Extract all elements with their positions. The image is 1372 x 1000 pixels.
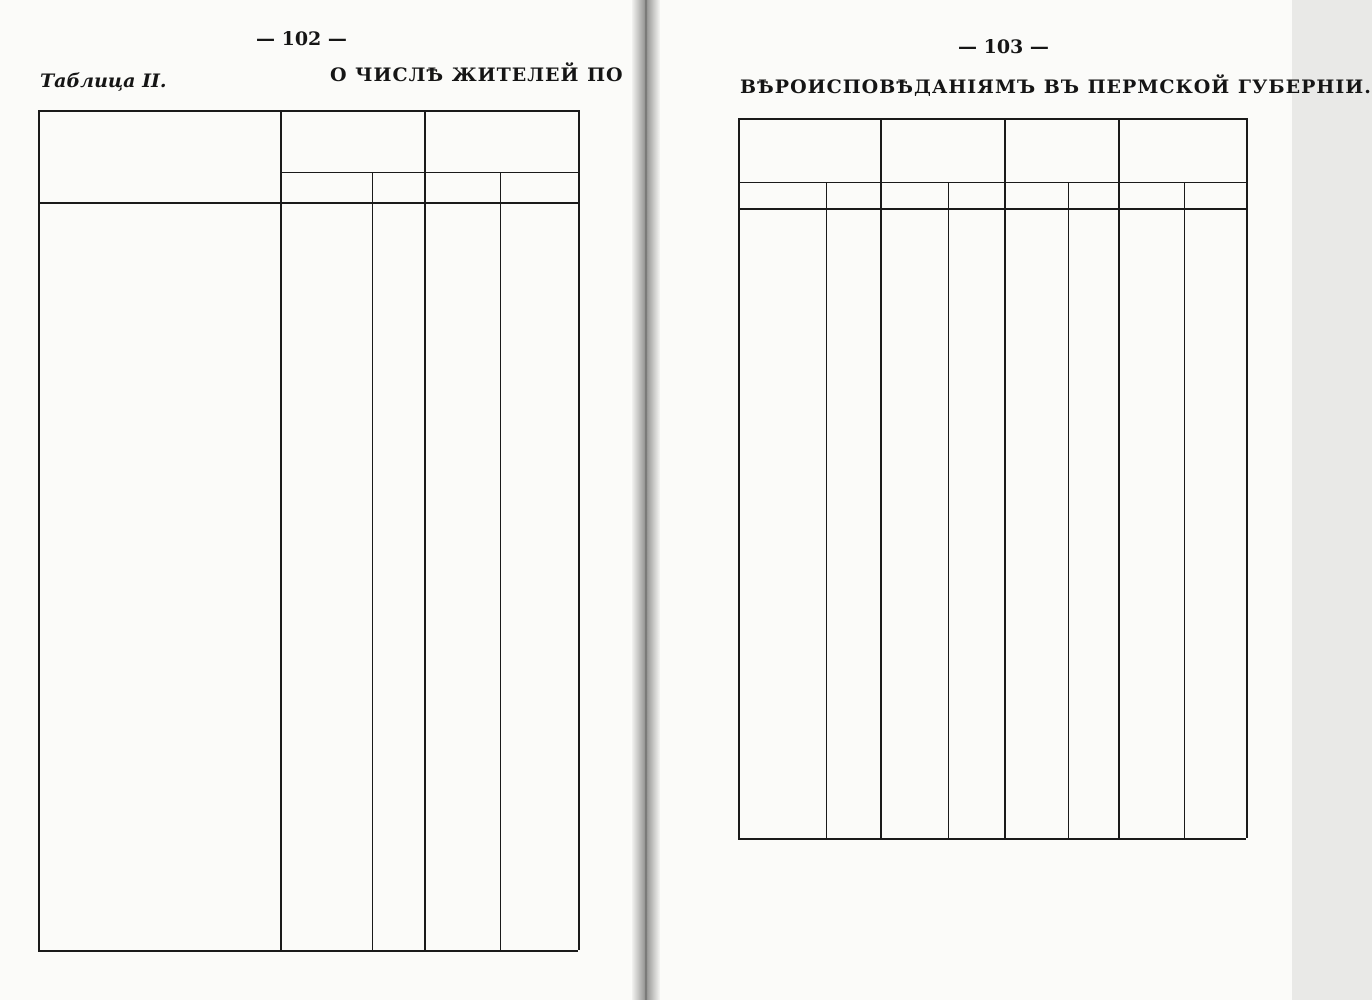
table-top-rule [738,118,1246,120]
subheader-rule [738,182,1246,183]
totals-rule [738,838,1246,840]
group-rule [424,110,426,950]
group-rule [1004,118,1006,838]
column-rule [948,182,949,838]
table-bottom-rule [38,950,578,952]
subheader-rule [280,172,578,173]
table-label: Таблица II. [40,70,167,92]
header-bottom-rule [38,202,578,204]
column-rule [826,182,827,838]
column-rule [372,172,373,950]
left-page-number: — 102 — [256,28,347,50]
right-heading: ВѢРОИСПОВѢДАНІЯМЪ ВЪ ПЕРМСКОЙ ГУБЕРНІИ. [740,76,1372,98]
right-page [652,0,1292,1000]
table-right-rule [578,110,580,950]
right-page-number: — 103 — [958,36,1049,58]
left-page [0,0,640,1000]
column-rule [500,172,501,950]
label-column-rule [280,110,282,950]
group-rule [1118,118,1120,838]
header-bottom-rule [738,208,1246,210]
column-rule [1184,182,1185,838]
left-heading: О ЧИСЛѢ ЖИТЕЛЕЙ ПО [330,64,624,86]
table-top-rule [38,110,578,112]
group-rule [880,118,882,838]
column-rule [1068,182,1069,838]
table-right-rule [1246,118,1248,838]
group-rule [738,118,740,838]
book-gutter [632,0,660,1000]
table-left-rule [38,110,40,950]
